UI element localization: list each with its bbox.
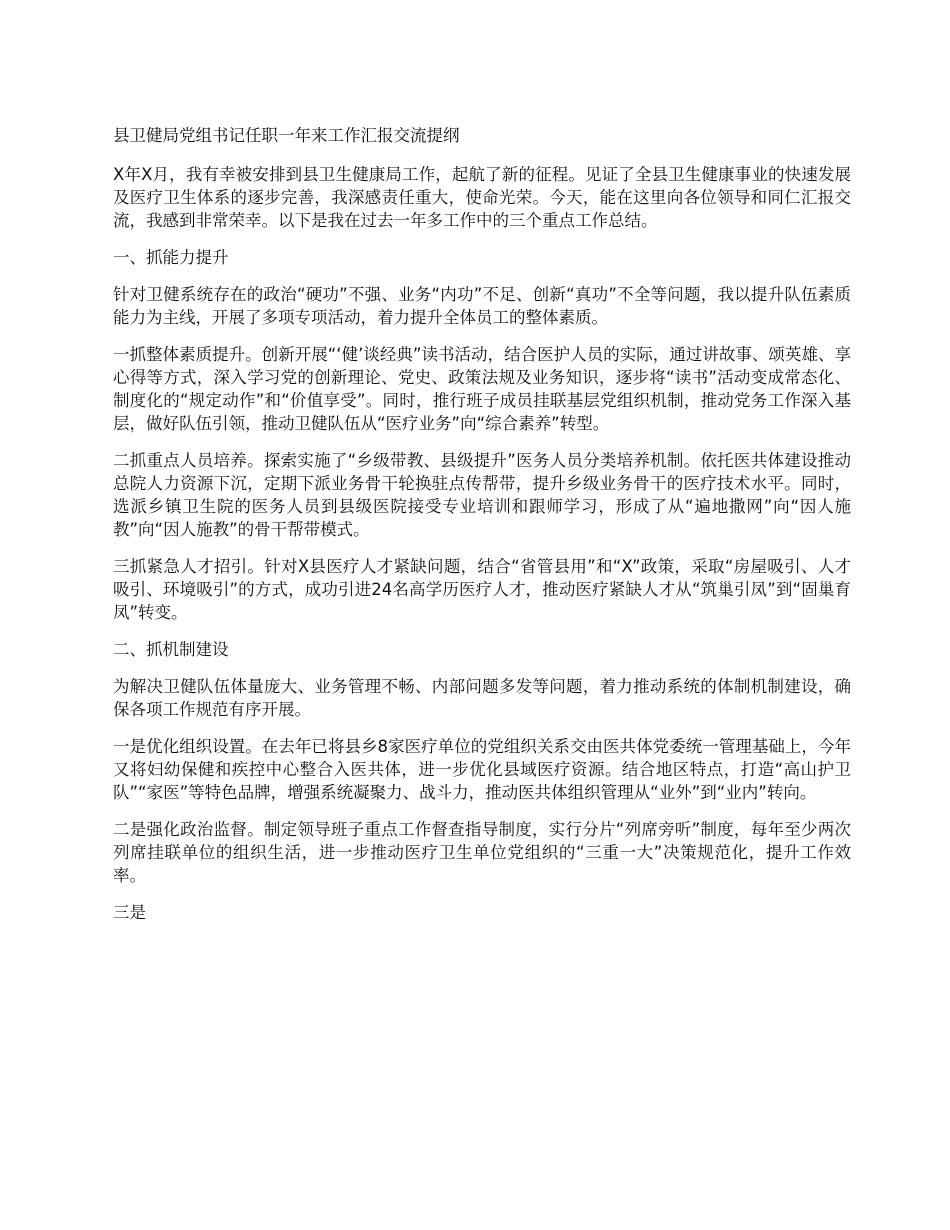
quality-improvement-paragraph: 一抓整体素质提升。创新开展“‘健’谈经典”读书活动，结合医护人员的实际，通过讲故事、颂英雄、享心得等方式，深入学习党的创新理论、党史、政策法规及业务知识，逐步将“读书”活动变成常态化、制度化的“规定动作”和“价值享受”。同时，推行班子成员挂联基层党组织机制，推动党务工作深入基层，做好队伍引领，推动卫健队伍从“医疗业务”向“综合素养”转型。 — [113, 345, 851, 433]
key-personnel-paragraph: 二抓重点人员培养。探索实施了“乡级带教、县级提升”医务人员分类培养机制。依托医共体建设推动总院人力资源下沉，定期下派业务骨干轮换驻点传帮带，提升乡级业务骨干的医疗技术水平。同时，选派乡镇卫生院的医务人员到县级医院接受专业培训和跟师学习，形成了从“遍地撒网”向“因人施教”向“因人施教”的骨干帮带模式。 — [113, 451, 851, 539]
intro-paragraph: X年X月，我有幸被安排到县卫生健康局工作，起航了新的征程。见证了全县卫生健康事业的快速发展及医疗卫生体系的逐步完善，我深感责任重大，使命光荣。今天，能在这里向各位领导和同仁汇报交流，我感到非常荣幸。以下是我在过去一年多工作中的三个重点工作总结。 — [113, 165, 851, 230]
third-item-paragraph: 三是 — [113, 903, 146, 922]
organization-paragraph: 一是优化组织设置。在去年已将县乡8家医疗单位的党组织关系交由医共体党委统一管理基础上，今年又将妇幼保健和疾控中心整合入医共体，进一步优化县域医疗资源。结合地区特点，打造“高山护卫队”“家医”等特色品牌，增强系统凝聚力、战斗力，推动医共体组织管理从“业外”到“业内”转向。 — [113, 737, 851, 802]
document-title: 县卫健局党组书记任职一年来工作汇报交流提纲 — [113, 126, 460, 145]
section-heading-mechanism: 二、抓机制建设 — [113, 640, 229, 659]
talent-recruitment-paragraph: 三抓紧急人才招引。针对X县医疗人才紧缺问题，结合“省管县用”和“X”政策，采取“房屋吸引、人才吸引、环境吸引”的方式，成功引进24名高学历医疗人才，推动医疗紧缺人才从“筑巢引凤”到“固巢育凤”转变。 — [113, 557, 851, 622]
mechanism-intro-paragraph: 为解决卫健队伍体量庞大、业务管理不畅、内部问题多发等问题，着力推动系统的体制机制建设，确保各项工作规范有序开展。 — [113, 677, 851, 719]
section-heading-ability: 一、抓能力提升 — [113, 248, 229, 267]
political-supervision-paragraph: 二是强化政治监督。制定领导班子重点工作督查指导制度，实行分片“列席旁听”制度，每年至少两次列席挂联单位的组织生活，进一步推动医疗卫生单位党组织的“三重一大”决策规范化，提升工作效率。 — [113, 820, 851, 885]
document-page — [113, 124, 851, 938]
ability-intro-paragraph: 针对卫健系统存在的政治“硬功”不强、业务“内功”不足、创新“真功”不全等问题，我以提升队伍素质能力为主线，开展了多项专项活动，着力提升全体员工的整体素质。 — [113, 285, 851, 327]
